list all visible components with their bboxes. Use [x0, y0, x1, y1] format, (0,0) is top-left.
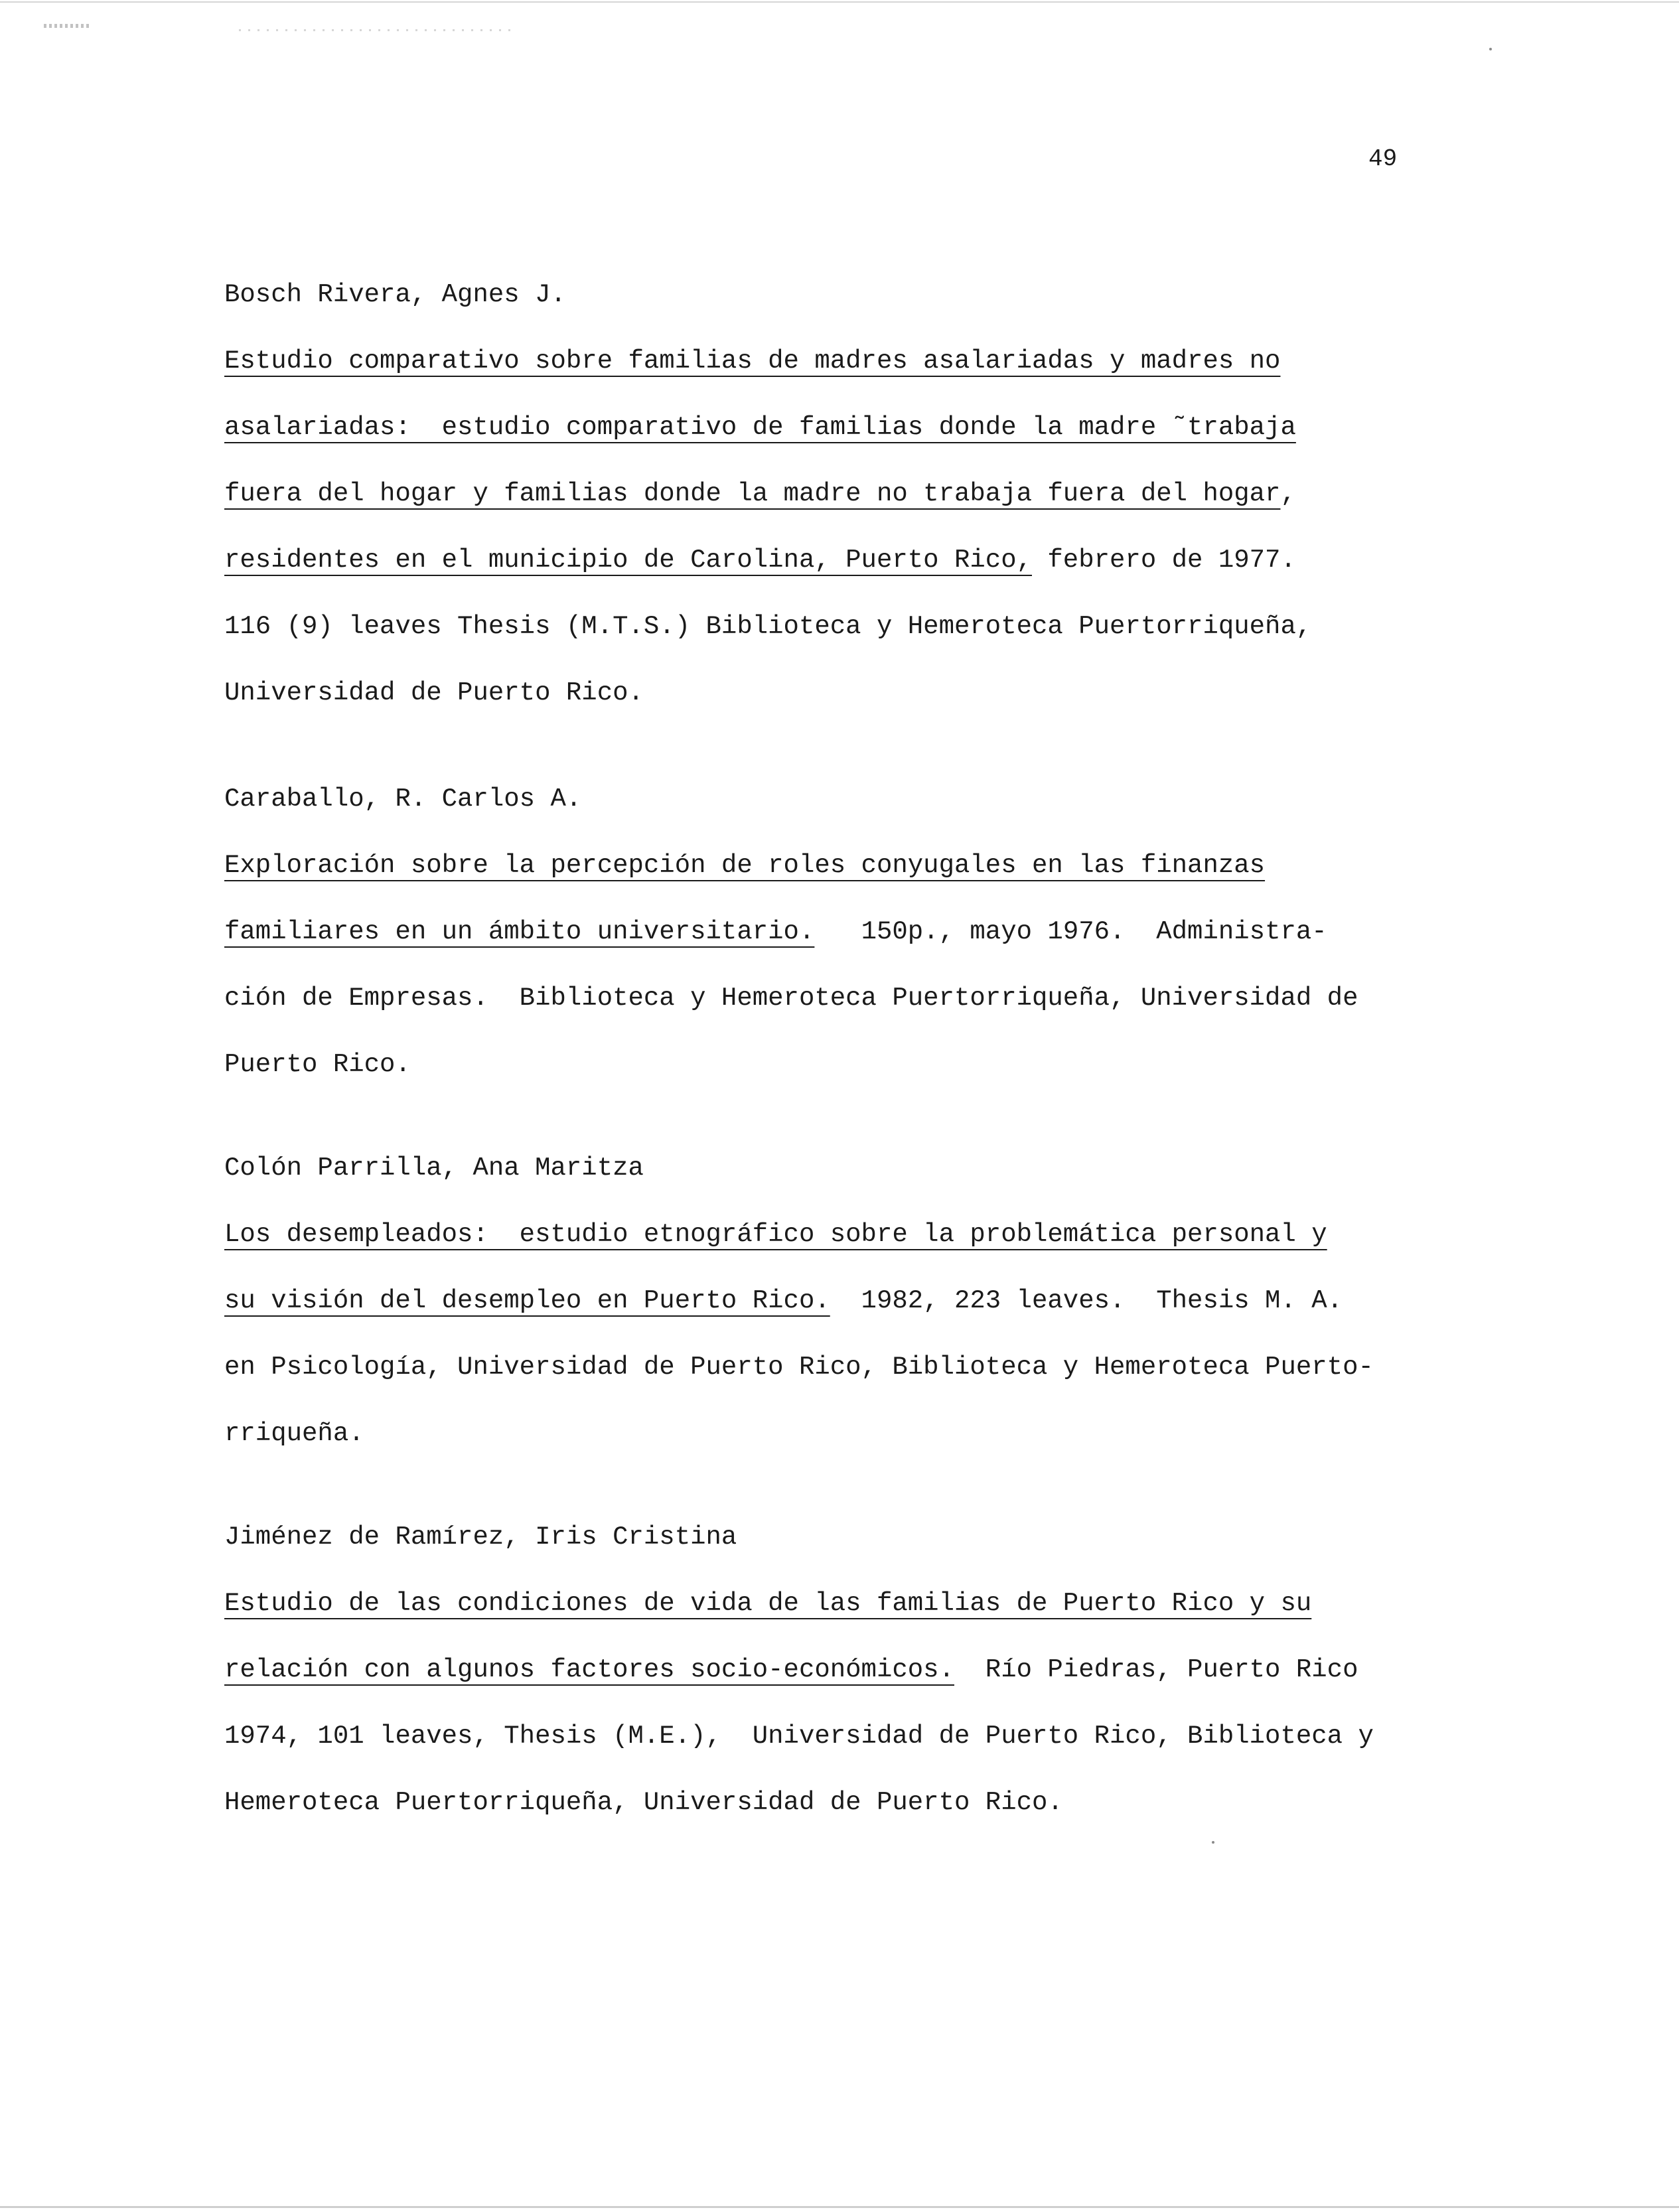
entry-line: [224, 1720, 1374, 1752]
citation-text: Hemeroteca Puertorriqueña, Universidad de Puerto Rico.: [224, 1788, 1063, 1817]
entry-line: [224, 1587, 1311, 1619]
underlined-title: familiares en un ámbito universitario.: [224, 917, 815, 946]
entry-line: [224, 345, 1280, 377]
underlined-title: Estudio comparativo sobre familias de madres asalariadas y madres no: [224, 346, 1281, 376]
citation-text: Caraballo, R. Carlos A.: [224, 784, 582, 814]
entry-line: [224, 1654, 1358, 1686]
citation-text: Puerto Rico.: [224, 1050, 411, 1079]
scan-artifact: [239, 29, 518, 31]
entry-line: [224, 1787, 1063, 1818]
entry-line: [224, 783, 581, 815]
citation-text: 150p., mayo 1976. Administra-: [814, 917, 1327, 946]
citation-text: 1982, 223 leaves. Thesis M. A.: [830, 1286, 1343, 1315]
underlined-title: Exploración sobre la percepción de roles conyugales en las finanzas: [224, 851, 1266, 880]
citation-text: 116 (9) leaves Thesis (M.T.S.) Biblioteca y Hemeroteca Puertorriqueña,: [224, 612, 1312, 641]
entry-line: [224, 1049, 411, 1080]
underlined-title: su visión del desempleo en Puerto Rico.: [224, 1286, 830, 1315]
entry-line: [224, 478, 1296, 510]
entry-line: [224, 611, 1311, 642]
citation-text: Colón Parrilla, Ana Maritza: [224, 1153, 644, 1183]
underlined-title: relación con algunos factores socio-económicos.: [224, 1655, 954, 1684]
scan-bottom-edge: [0, 2206, 1679, 2208]
citation-text: Jiménez de Ramírez, Iris Cristina: [224, 1522, 737, 1552]
underlined-title: fuera del hogar y familias donde la madre no trabaja fuera del hogar: [224, 479, 1281, 508]
citation-text: rriqueña.: [224, 1419, 364, 1448]
citation-text: febrero de 1977.: [1032, 546, 1296, 575]
citation-text: 1974, 101 leaves, Thesis (M.E.), Universidad de Puerto Rico, Biblioteca y: [224, 1722, 1374, 1751]
citation-text: en Psicología, Universidad de Puerto Rico, Biblioteca y Hemeroteca Puerto-: [224, 1353, 1374, 1382]
scan-artifact: [44, 24, 90, 28]
underlined-title: Los desempleados: estudio etnográfico sobre la problemática personal y: [224, 1220, 1327, 1249]
citation-text: Universidad de Puerto Rico.: [224, 678, 644, 707]
entry-line: [224, 411, 1296, 443]
entry-line: [224, 1285, 1343, 1317]
entry-line: [224, 849, 1265, 881]
underlined-title: residentes en el municipio de Carolina, Puerto Rico,: [224, 546, 1032, 575]
entry-line: [224, 982, 1358, 1014]
underlined-title: Estudio de las condiciones de vida de las familias de Puerto Rico y su: [224, 1589, 1312, 1618]
entry-line: [224, 1218, 1327, 1250]
scan-top-edge: [0, 1, 1679, 3]
entry-line: [224, 1418, 364, 1449]
entry-line: [224, 677, 644, 709]
citation-text: Bosch Rivera, Agnes J.: [224, 280, 566, 309]
citation-text: Río Piedras, Puerto Rico: [954, 1655, 1358, 1684]
page-number: 49: [1368, 145, 1398, 173]
citation-text: ,: [1280, 479, 1296, 508]
entry-line: [224, 1351, 1374, 1383]
entry-line: [224, 1152, 644, 1184]
entry-line: [224, 916, 1327, 948]
scan-speck: [1212, 1841, 1214, 1844]
scan-speck: [1489, 48, 1492, 50]
entry-line: [224, 279, 566, 311]
entry-line: [224, 544, 1296, 576]
underlined-title: asalariadas: estudio comparativo de familias donde la madre ˜trabaja: [224, 413, 1296, 442]
citation-text: ción de Empresas. Biblioteca y Hemeroteca Puertorriqueña, Universidad de: [224, 984, 1358, 1013]
entry-line: [224, 1521, 737, 1553]
